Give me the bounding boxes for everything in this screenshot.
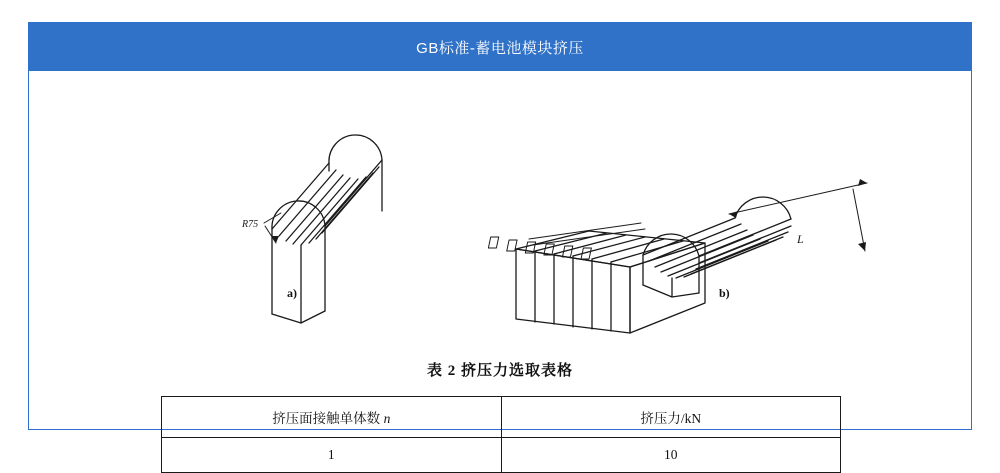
- figure-sublabel-b: b): [719, 286, 730, 300]
- figure-sublabel-a: a): [287, 286, 297, 300]
- extrusion-force-table: [161, 396, 841, 473]
- figure-block: [29, 71, 971, 303]
- table-header-cell-force: 挤压力/kN: [501, 397, 841, 438]
- table-header-cell-count: [162, 397, 502, 438]
- extrusion-plate-figure: [29, 71, 973, 303]
- table-row: [162, 438, 841, 473]
- document-page: [28, 22, 972, 462]
- page-title-banner: [29, 23, 971, 71]
- page-content: [29, 71, 971, 462]
- page-title: GB标准-蓄电池模块挤压: [416, 39, 584, 57]
- table-header-row: [162, 397, 841, 438]
- table-cell-force: 10: [501, 438, 841, 473]
- table-cell-count: 1: [162, 438, 502, 473]
- svg-text:L: L: [797, 232, 804, 246]
- table-caption: 表 2 挤压力选取表格: [426, 363, 573, 379]
- table-header-count-symbol: n: [383, 411, 391, 426]
- svg-text:R75: R75: [242, 219, 259, 230]
- table-header-count-text: 挤压面接触单体数: [272, 411, 384, 426]
